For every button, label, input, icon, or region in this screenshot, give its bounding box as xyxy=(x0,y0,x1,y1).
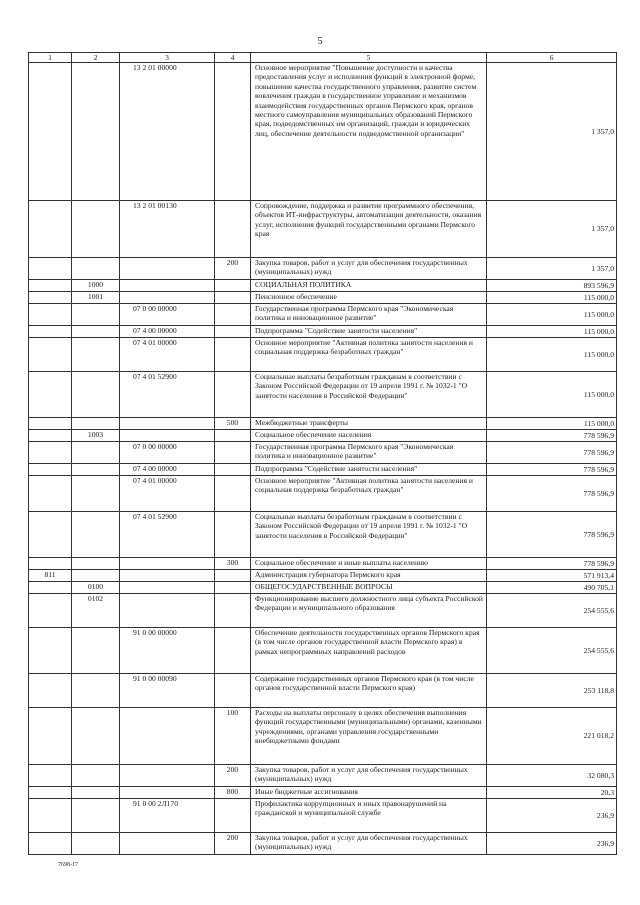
cell-amount: 236,9 xyxy=(487,799,617,833)
cell-admin-code xyxy=(29,418,72,430)
cell-target-code: 07 0 00 00000 xyxy=(120,304,215,326)
cell-expense-type xyxy=(215,201,251,258)
cell-target-code xyxy=(120,708,215,765)
cell-target-code xyxy=(120,418,215,430)
cell-expense-type xyxy=(215,799,251,833)
cell-expense-type xyxy=(215,442,251,464)
cell-target-code: 91 0 00 00000 xyxy=(120,628,215,674)
cell-admin-code xyxy=(29,292,72,304)
cell-target-code: 07 4 01 00000 xyxy=(120,338,215,372)
cell-description: СОЦИАЛЬНАЯ ПОЛИТИКА xyxy=(251,280,487,292)
cell-admin-code xyxy=(29,787,72,799)
cell-description: Администрация губернатора Пермского края xyxy=(251,570,487,582)
cell-admin-code xyxy=(29,582,72,594)
cell-section-code xyxy=(72,799,120,833)
cell-section-code xyxy=(72,338,120,372)
cell-description: Содержание государственных органов Пермского края (в том числе органов государственной власти Пермского края) xyxy=(251,674,487,708)
cell-section-code: 1003 xyxy=(72,430,120,442)
cell-amount: 115 000,0 xyxy=(487,418,617,430)
cell-section-code xyxy=(72,418,120,430)
cell-target-code xyxy=(120,258,215,280)
cell-description: Социальные выплаты безработным гражданам в соответствии с Законом Российской Федерации от 19 апреля 1991 г. № 1032-1 "О занятости населения в Российской Федерации" xyxy=(251,372,487,418)
cell-admin-code xyxy=(29,476,72,512)
cell-section-code: 0100 xyxy=(72,582,120,594)
column-header: 4 xyxy=(215,53,251,63)
cell-admin-code xyxy=(29,512,72,558)
cell-description: Подпрограмма "Содействие занятости населения" xyxy=(251,464,487,476)
column-header: 6 xyxy=(487,53,617,63)
table-row xyxy=(29,765,617,787)
cell-amount: 115 000,0 xyxy=(487,292,617,304)
table-header-row xyxy=(29,53,617,63)
table-row xyxy=(29,258,617,280)
cell-section-code xyxy=(72,442,120,464)
cell-amount: 1 357,0 xyxy=(487,258,617,280)
cell-section-code xyxy=(72,674,120,708)
cell-amount: 32 080,3 xyxy=(487,765,617,787)
cell-description: Основное мероприятие "Активная политика занятости населения и социальная поддержка безработных граждан" xyxy=(251,338,487,372)
cell-target-code xyxy=(120,570,215,582)
cell-target-code xyxy=(120,594,215,628)
table-row xyxy=(29,326,617,338)
cell-amount: 1 357,0 xyxy=(487,63,617,201)
table-row xyxy=(29,558,617,570)
cell-description: Иные бюджетные ассигнования xyxy=(251,787,487,799)
cell-description: Расходы на выплаты персоналу в целях обеспечения выполнения функций государственными (муниципальными) органами, казенными учреждениями, органами управления государственными внебюджетными фондами xyxy=(251,708,487,765)
cell-description: Основное мероприятие "Активная политика занятости населения и социальная поддержка безработных граждан" xyxy=(251,476,487,512)
cell-amount: 115 000,0 xyxy=(487,304,617,326)
cell-section-code xyxy=(72,372,120,418)
table-row xyxy=(29,582,617,594)
column-header: 2 xyxy=(72,53,120,63)
table-row xyxy=(29,708,617,765)
cell-description: Сопровождение, поддержка и развитие программного обеспечения, объектов ИТ-инфраструктуры, автоматизация деятельности, оказания услуг, исполнения функций государственными органами Пермского края xyxy=(251,201,487,258)
cell-section-code xyxy=(72,708,120,765)
cell-section-code xyxy=(72,833,120,855)
cell-amount: 254 555,6 xyxy=(487,594,617,628)
cell-section-code xyxy=(72,326,120,338)
column-header: 1 xyxy=(29,53,72,63)
cell-description: ОБЩЕГОСУДАРСТВЕННЫЕ ВОПРОСЫ xyxy=(251,582,487,594)
cell-target-code xyxy=(120,558,215,570)
cell-section-code xyxy=(72,63,120,201)
cell-expense-type: 100 xyxy=(215,708,251,765)
cell-expense-type xyxy=(215,628,251,674)
cell-target-code: 91 0 00 2Л170 xyxy=(120,799,215,833)
cell-section-code xyxy=(72,787,120,799)
cell-admin-code xyxy=(29,628,72,674)
cell-amount: 490 705,1 xyxy=(487,582,617,594)
page-number: 5 xyxy=(317,36,323,47)
cell-amount: 20,3 xyxy=(487,787,617,799)
cell-amount: 254 555,6 xyxy=(487,628,617,674)
cell-section-code xyxy=(72,258,120,280)
table-row xyxy=(29,430,617,442)
cell-amount: 778 596,9 xyxy=(487,476,617,512)
cell-target-code xyxy=(120,787,215,799)
table-row xyxy=(29,674,617,708)
table-row xyxy=(29,594,617,628)
cell-target-code xyxy=(120,833,215,855)
cell-expense-type: 200 xyxy=(215,833,251,855)
table-row xyxy=(29,63,617,201)
table-row xyxy=(29,418,617,430)
cell-description: Закупка товаров, работ и услуг для обеспечения государственных (муниципальных) нужд xyxy=(251,833,487,855)
cell-admin-code xyxy=(29,372,72,418)
cell-section-code: 1001 xyxy=(72,292,120,304)
cell-amount: 778 596,9 xyxy=(487,442,617,464)
cell-expense-type: 300 xyxy=(215,558,251,570)
cell-admin-code xyxy=(29,594,72,628)
cell-target-code: 07 4 00 00000 xyxy=(120,464,215,476)
cell-target-code: 13 2 01 00000 xyxy=(120,63,215,201)
cell-section-code xyxy=(72,570,120,582)
cell-amount: 778 596,9 xyxy=(487,558,617,570)
cell-description: Закупка товаров, работ и услуг для обеспечения государственных (муниципальных) нужд xyxy=(251,258,487,280)
cell-expense-type xyxy=(215,372,251,418)
cell-expense-type xyxy=(215,570,251,582)
cell-target-code xyxy=(120,280,215,292)
table-row xyxy=(29,292,617,304)
table-row xyxy=(29,628,617,674)
cell-expense-type xyxy=(215,582,251,594)
cell-expense-type xyxy=(215,464,251,476)
column-header: 5 xyxy=(251,53,487,63)
cell-expense-type: 500 xyxy=(215,418,251,430)
cell-target-code xyxy=(120,765,215,787)
cell-description: Пенсионное обеспечение xyxy=(251,292,487,304)
footer-code: 7698-17 xyxy=(58,862,78,868)
cell-description: Социальные выплаты безработным гражданам в соответствии с Законом Российской Федерации от 19 апреля 1991 г. № 1032-1 "О занятости населения в Российской Федерации" xyxy=(251,512,487,558)
cell-amount: 778 596,9 xyxy=(487,430,617,442)
cell-expense-type xyxy=(215,476,251,512)
cell-description: Социальное обеспечение и иные выплаты населению xyxy=(251,558,487,570)
table-row xyxy=(29,570,617,582)
cell-amount: 893 596,9 xyxy=(487,280,617,292)
cell-section-code xyxy=(72,628,120,674)
cell-expense-type: 800 xyxy=(215,787,251,799)
cell-admin-code xyxy=(29,326,72,338)
cell-expense-type xyxy=(215,674,251,708)
cell-target-code xyxy=(120,582,215,594)
cell-admin-code xyxy=(29,799,72,833)
cell-section-code xyxy=(72,304,120,326)
cell-target-code: 13 2 01 00130 xyxy=(120,201,215,258)
cell-section-code: 1000 xyxy=(72,280,120,292)
cell-admin-code xyxy=(29,430,72,442)
cell-admin-code xyxy=(29,258,72,280)
cell-amount: 571 913,4 xyxy=(487,570,617,582)
table-row xyxy=(29,442,617,464)
cell-expense-type xyxy=(215,280,251,292)
cell-section-code xyxy=(72,464,120,476)
cell-expense-type xyxy=(215,304,251,326)
cell-target-code: 07 4 01 52900 xyxy=(120,372,215,418)
cell-amount: 236,9 xyxy=(487,833,617,855)
table-row xyxy=(29,338,617,372)
cell-admin-code xyxy=(29,201,72,258)
cell-admin-code xyxy=(29,708,72,765)
budget-table-body xyxy=(29,53,617,855)
cell-section-code xyxy=(72,558,120,570)
cell-target-code xyxy=(120,430,215,442)
cell-expense-type xyxy=(215,430,251,442)
cell-admin-code xyxy=(29,833,72,855)
cell-expense-type xyxy=(215,338,251,372)
cell-target-code xyxy=(120,292,215,304)
table-row xyxy=(29,304,617,326)
cell-expense-type xyxy=(215,326,251,338)
cell-description: Государственная программа Пермского края "Экономическая политика и инновационное развитие" xyxy=(251,442,487,464)
cell-description: Профилактика коррупционных и иных правонарушений на гражданской и муниципальной службе xyxy=(251,799,487,833)
table-row xyxy=(29,464,617,476)
table-row xyxy=(29,512,617,558)
cell-section-code xyxy=(72,201,120,258)
cell-admin-code xyxy=(29,280,72,292)
cell-expense-type xyxy=(215,292,251,304)
cell-description: Обеспечение деятельности государственных органов Пермского края (в том числе органов государственной власти Пермского края) в рамках непрограммных направлений расходов xyxy=(251,628,487,674)
cell-admin-code xyxy=(29,674,72,708)
cell-section-code xyxy=(72,476,120,512)
cell-expense-type xyxy=(215,512,251,558)
cell-admin-code xyxy=(29,442,72,464)
cell-admin-code xyxy=(29,765,72,787)
cell-target-code: 07 4 00 00000 xyxy=(120,326,215,338)
table-row xyxy=(29,280,617,292)
cell-description: Функционирование высшего должностного лица субъекта Российской Федерации и муниципального образования xyxy=(251,594,487,628)
table-row xyxy=(29,372,617,418)
cell-amount: 115 000,0 xyxy=(487,326,617,338)
cell-target-code: 07 0 00 00000 xyxy=(120,442,215,464)
cell-amount: 253 118,8 xyxy=(487,674,617,708)
cell-section-code: 0102 xyxy=(72,594,120,628)
cell-description: Межбюджетные трансферты xyxy=(251,418,487,430)
cell-amount: 778 596,9 xyxy=(487,464,617,476)
cell-admin-code xyxy=(29,338,72,372)
cell-description: Государственная программа Пермского края "Экономическая политика и инновационное развитие" xyxy=(251,304,487,326)
cell-target-code: 07 4 01 52900 xyxy=(120,512,215,558)
table-row xyxy=(29,833,617,855)
cell-section-code xyxy=(72,765,120,787)
table-row xyxy=(29,799,617,833)
cell-expense-type xyxy=(215,594,251,628)
cell-admin-code xyxy=(29,304,72,326)
cell-description: Социальное обеспечение населения xyxy=(251,430,487,442)
budget-table xyxy=(28,52,617,855)
cell-admin-code xyxy=(29,558,72,570)
table-row xyxy=(29,787,617,799)
cell-admin-code xyxy=(29,464,72,476)
cell-amount: 1 357,0 xyxy=(487,201,617,258)
cell-amount: 115 000,0 xyxy=(487,338,617,372)
table-row xyxy=(29,201,617,258)
column-header: 3 xyxy=(120,53,215,63)
cell-admin-code xyxy=(29,63,72,201)
cell-expense-type: 200 xyxy=(215,258,251,280)
cell-target-code: 91 0 00 00090 xyxy=(120,674,215,708)
table-row xyxy=(29,476,617,512)
cell-description: Закупка товаров, работ и услуг для обеспечения государственных (муниципальных) нужд xyxy=(251,765,487,787)
cell-target-code: 07 4 01 00000 xyxy=(120,476,215,512)
cell-description: Основное мероприятие "Повышение доступности и качества предоставления услуг и исполнения функций в электронной форме, повышение качества государственного управления, развитие систем вовлечения граждан в государственное управление и механизмов взаимодействия государственных органов Пермского края, органов местного самоуправления муниципальных образований Пермского края, подведомственных им организаций, граждан и юридических лиц, обеспечение деятельности подведомственной организации" xyxy=(251,63,487,201)
cell-amount: 115 000,0 xyxy=(487,372,617,418)
cell-amount: 778 596,9 xyxy=(487,512,617,558)
cell-section-code xyxy=(72,512,120,558)
cell-expense-type xyxy=(215,63,251,201)
cell-expense-type: 200 xyxy=(215,765,251,787)
cell-description: Подпрограмма "Содействие занятости населения" xyxy=(251,326,487,338)
cell-amount: 221 018,2 xyxy=(487,708,617,765)
cell-admin-code: 811 xyxy=(29,570,72,582)
